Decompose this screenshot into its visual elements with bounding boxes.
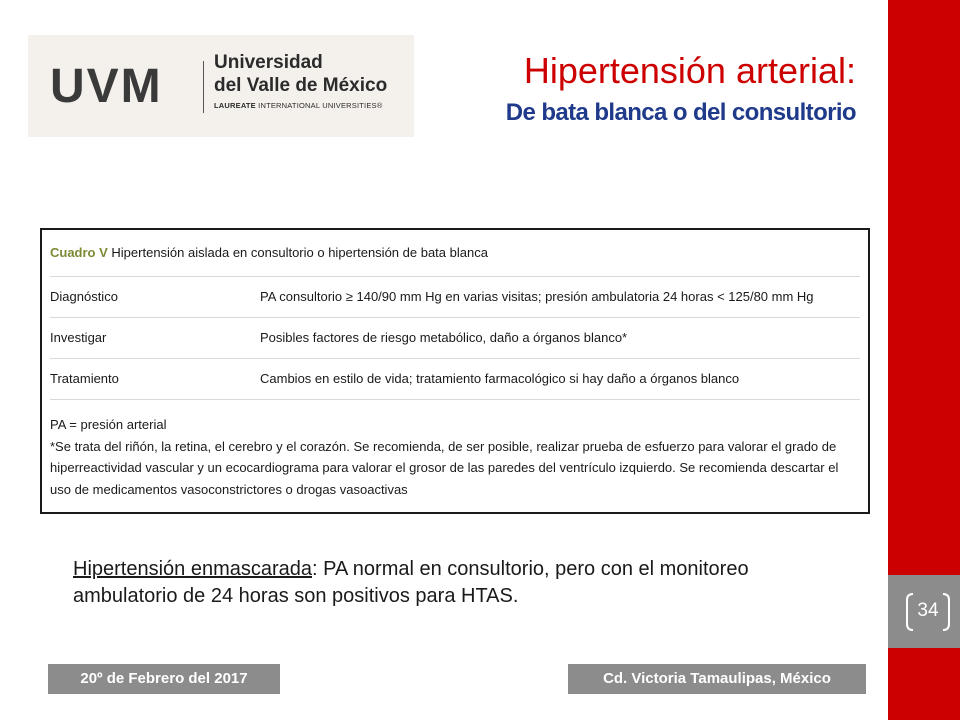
svg-text:UVM: UVM [50, 60, 163, 110]
footer-location: Cd. Victoria Tamaulipas, México [568, 664, 866, 694]
note-footnote: *Se trata del riñón, la retina, el cerebro y el corazón. Se recomienda, de ser posible, realizar prueba de esfuerzo para valorar el grado de hiperreactividad vascular y un ecocardiograma para valorar el grosor de las paredes del ventrículo izquierdo. Se recomienda descartar el uso de medicamentos vasoconstrictores o drogas vasoactivas [50, 438, 839, 497]
logo-network-bold: LAUREATE [214, 101, 256, 110]
note-abbreviation: PA = presión arterial [50, 417, 167, 432]
logo-university-line1: Universidad [214, 52, 323, 73]
row-label: Diagnóstico [50, 289, 118, 304]
page-number: 34 [917, 600, 939, 621]
row-value: PA consultorio ≥ 140/90 mm Hg en varias visitas; presión ambulatoria 24 horas < 125/80 mm Hg [260, 289, 814, 304]
table-notes [50, 414, 860, 500]
row-label: Tratamiento [50, 371, 119, 386]
summary-table [40, 228, 870, 514]
footer-date: 20º de Febrero del 2017 [48, 664, 280, 694]
table-row [50, 277, 860, 318]
table-row [50, 318, 860, 359]
logo-divider [203, 61, 204, 113]
row-label: Investigar [50, 330, 107, 345]
body-text: : PA normal en consultorio, pero con el monitoreo ambulatorio de 24 horas son positivos para HTAS. [73, 558, 749, 607]
body-paragraph [73, 556, 843, 610]
row-value: Cambios en estilo de vida; tratamiento farmacológico si hay daño a órganos blanco [260, 371, 740, 386]
row-value: Posibles factores de riesgo metabólico, daño a órganos blanco* [260, 330, 628, 345]
slide-title: Hipertensión arterial: [523, 50, 856, 91]
table-caption [50, 230, 860, 277]
table-row [50, 359, 860, 400]
table-caption-label: Cuadro V [50, 245, 108, 260]
logo-network-line [214, 101, 382, 110]
logo-network-rest: INTERNATIONAL UNIVERSITIES® [255, 101, 383, 110]
logo-university-line2: del Valle de México [214, 75, 388, 96]
table-caption-text: Hipertensión aislada en consultorio o hipertensión de bata blanca [107, 245, 488, 260]
body-term: Hipertensión enmascarada [73, 558, 313, 580]
uvm-logo-mark [50, 60, 190, 110]
slide-subtitle: De bata blanca o del consultorio [505, 99, 856, 126]
